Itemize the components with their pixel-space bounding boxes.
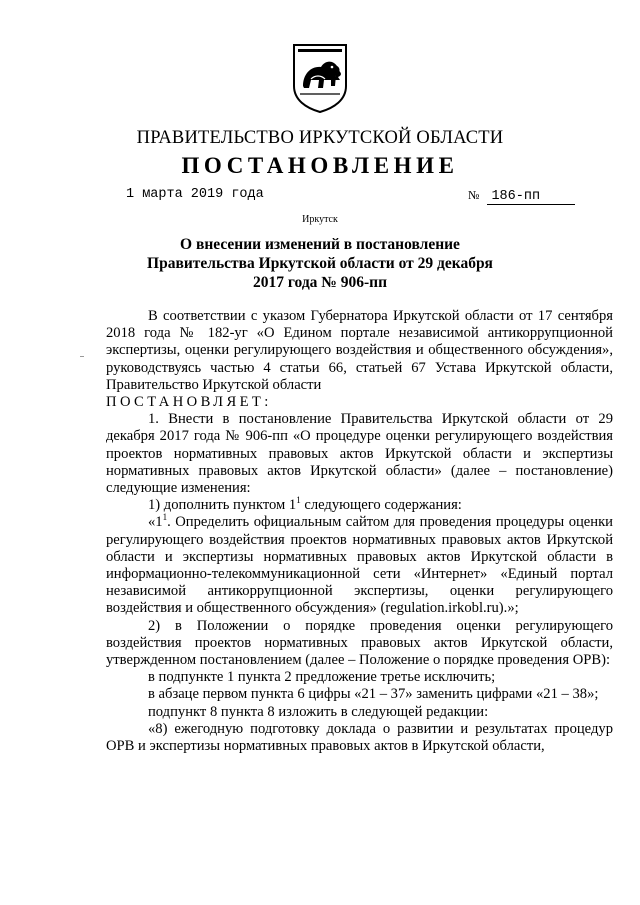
quoted-point-superscript: 1 (162, 512, 168, 523)
resolves-heading: ПОСТАНОВЛЯЕТ: (106, 394, 272, 411)
amendment-line-d: «8) ежегодную подготовку доклада о развитии и результатах процедур ОРВ и экспертизы нормативных правовых актов в Иркутской области, (106, 720, 613, 755)
number-sign: № (468, 188, 480, 202)
document-title: О внесении изменений в постановление Правительства Иркутской области от 29 декабря 2017 года № 906-пп (147, 236, 493, 291)
quoted-point-start: «1 (148, 514, 163, 531)
document-type: ПОСТАНОВЛЕНИЕ (181, 153, 459, 178)
coat-of-arms-emblem (291, 42, 349, 114)
city-name: Иркутск (302, 214, 338, 225)
subitem-1 (106, 497, 613, 514)
amendment-line-a: в подпункте 1 пункта 2 предложение третье исключить; (148, 669, 496, 686)
margin-dash (80, 356, 84, 357)
subitem-2: 2) в Положении о порядке проведения оценки регулирующего воздействия проектов нормативных правовых актов Иркутской области, утвержденном постановлением (далее – Положение о порядке проведения ОРВ): (106, 617, 613, 669)
quoted-point (106, 514, 613, 617)
document-number: 186-пп (487, 189, 575, 205)
subitem-1-text-end: следующего содержания: (300, 497, 462, 514)
intro-paragraph: В соответствии с указом Губернатора Иркутской области от 17 сентября 2018 года № 182-уг «О Едином портале независимой антикоррупционной экспертизы, оценки регулирующего воздействия и общественного обсуждения», руководствуясь частью 4 статьи 66, статьей 67 Устава Иркутской области, Правительство Иркутской области (106, 308, 613, 393)
item-1: 1. Внести в постановление Правительства Иркутской области от 29 декабря 2017 года № 906-пп «О процедуре оценки регулирующего воздействия проектов нормативных правовых актов Иркутской области и экспертизы нормативных правовых актов Иркутской области» (далее – постановление) следующие изменения: (106, 411, 613, 497)
document-body (106, 308, 613, 755)
government-name: ПРАВИТЕЛЬСТВО ИРКУТСКОЙ ОБЛАСТИ (136, 128, 504, 148)
quoted-point-text: . Определить официальным сайтом для проведения процедуры оценки регулирующего воздействия проектов нормативных правовых актов Иркутской области и экспертизы нормативных правовых актов Иркутской области в информационно-телекоммуникационной сети «Интернет» «Единый портал независимой антикоррупционной экспертизы, оценки регулирующего воздействия и общественного обсуждения» (regulation.irkobl.ru).»; (106, 514, 613, 617)
document-date: 1 марта 2019 года (126, 187, 264, 202)
amendment-line-c: подпункт 8 пункта 8 изложить в следующей редакции: (148, 703, 489, 720)
subitem-1-text: 1) дополнить пунктом 1 (148, 497, 297, 514)
document-number-block (468, 187, 575, 205)
subitem-1-superscript: 1 (296, 495, 301, 506)
amendment-line-b: в абзаце первом пункта 6 цифры «21 – 37» заменить цифрами «21 – 38»; (148, 686, 599, 703)
